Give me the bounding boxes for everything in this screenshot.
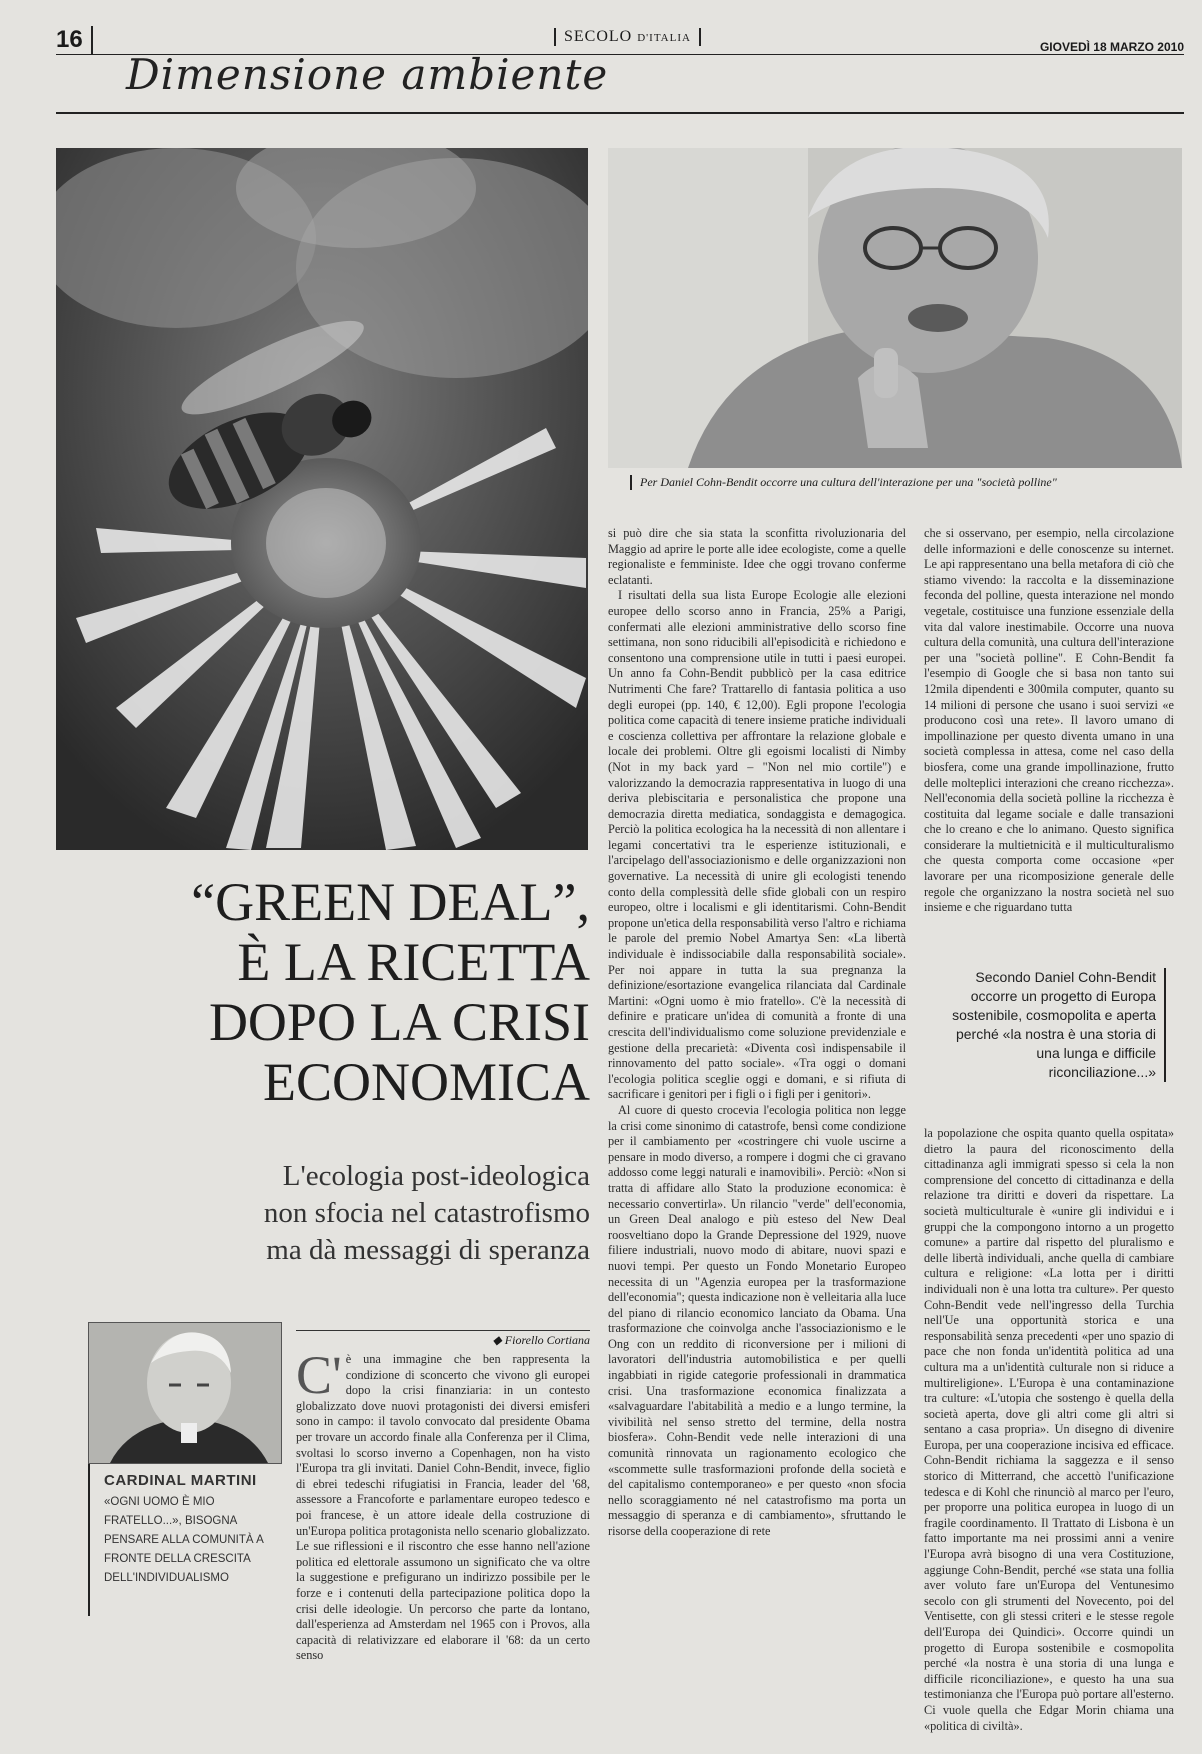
pull-quote: Secondo Daniel Cohn-Bendit occorre un progetto di Europa sostenibile, cosmopolita e aperta perché «la nostra è una storia di una lunga e difficile riconciliazione...» <box>944 968 1166 1082</box>
subheadline-line-2: non sfocia nel catastrofismo <box>263 1197 590 1229</box>
paragraph: Al cuore di questo crocevia l'ecologia politica non legge la crisi come sinonimo di catastrofe, bensì come condizione per il cambiamento per «costringere chi vuole uscirne a pensare in modo diverso, a rompere i dogmi che ci gravano addosso come leggi naturali e inamovibili». Perciò: «Non si tratta di affidare allo Stato la produzione economica: è necessario convertirla». Un rilancio "verde" dell'economia, un Green Deal analogo e più esteso del New Deal roosveltiano dopo la Grande Depressione del 1929, nuove filiere industriali, nuovo modo di abitare, nuovi spazi e nuovi tempi. Per questo un Fondo Monetario Europeo necessita di un "Agenzia europea per la trasformazione dell'economia"; questa indicazione non è velleitaria alla luce del piano di rilancio economico lanciato da Obama. Una trasformazione che coinvolga anche l'associazionismo e le Ong con un reddito di riconversione per i milioni di lavoratori dell'industria automobilistica e per quelli ingabbiati in rigide categorie professionali in drammatica crisi. Una trasformazione economica finalizzata a «salvaguardare l'abitabilità a medio e a lungo termine, la vivibilità nel senso stretto del termine, della nostra biosfera». Cohn-Bendit vede nelle interazioni di una comunità rinnovata un ragionamento ecologico che «scommette sulle trasformazioni profonde della società e del capitalismo contemporaneo» e per questo «non sfocia nello scoraggiamento né nel catastrofismo ma porta un messaggio di speranza e di cambiamento», sfruttando le risorse della cooperazione di rete <box>608 1102 906 1538</box>
paragraph: la popolazione che ospita quanto quella ospitata» dietro la paura del riconoscimento della cittadinanza agli immigrati spesso si cela la non comprensione del concetto di cittadinanza e della relazione tra diritti e doveri da rispettare. La società multiculturale è «unire gli individui e i gruppi che la compongono intorno a un progetto comune» a partire dal rispetto del pluralismo e delle libertà individuali, anche quella di cambiare cultura e religione: «La lotta per i diritti individuali non è una lotta tra culture». Per questo Cohn-Bendit vede nell'ingresso della Turchia nell'Ue una opportunità storica e una responsabilità senza precedenti «per uno spazio di pace che non fonda un'identità politica ad una cultura ma a un'identità culturale non si riduce a multireligione». L'Europa è una contaminazione tra culture: «L'utopia che sostengo è quella della società aperta, dove gli altri come gli altri si sentano a casa propria». Un disegno di divenire Europa, per una cooperazione incisiva ed efficace. Cohn-Bendit richiama la saggezza e il senso storico di Mitterrand, che accettò l'unificazione tedesca e di Kohl che rinunciò al marco per l'euro, per proporre una politica europea in luogo di un fragile coordinamento. Il Trattato di Lisbona è un fatto importante ma nei prossimi anni a venire l'Europa avrà bisogno di una vera Costituzione, aggiunge Cohn-Bendit, perché «se stata una follia aver voluto fare un'Europa del Ventunesimo secolo con gli strumenti del Novecento, poi del Ventisette, con gli stessi criteri e le stesse regole dell'Europa dei Quindici». Occorre quindi un progetto di Europa sostenibile e cosmopolita perché «la nostra è una storia di una lunga e difficile riconciliazione», e questo ha una sua testimonianza che l'Europa può portare all'esterno. Ci vuole quella che Edgar Morin chiama una «politica di civiltà». <box>924 1126 1174 1733</box>
sidebar-name: CARDINAL MARTINI <box>104 1472 257 1489</box>
byline: ◆ Fiorello Cortiana <box>296 1330 590 1348</box>
headline-line-2: È LA RICETTA <box>237 932 590 992</box>
paragraph: I risultati della sua lista Europe Ecologie alle elezioni europee dello scorso anno in Francia, 25% a Parigi, confermati alle elezioni amministrative dello scorso fine settimana, non sono riducibili all'episodicità e richiedono e consentono una comprensione utile in tutti i paesi europei. Un anno fa Cohn-Bendit pubblicò per la casa editrice Nutrimenti Che fare? Trattarello di fantasia politica a uso degli europei (pp. 140, € 12,00). Egli propone l'ecologia politica come capacità di tenere insieme pratiche individuali e coscienza collettiva per affrontare la relazione globale e locale dei problemi. Oltre gli egoismi localisti di Nimby (Not in my back yard – "Non nel mio cortile") e valorizzando la democrazia rappresentativa in luogo di una deriva plebiscitaria e personalistica che propone una democrazia diretta mediatica, sondaggista e demagogica. Perciò la politica ecologica ha la necessità di non allentare i legami concertativi tra le esperienze istituzionali, e l'arcipelago dell'associazionismo e delle organizzazioni non governative. La necessità di unire gli ecologisti tenendo conto della complessità delle sfide globali con un respiro europeo, oltre i localismi e gli identitarismi. Cohn-Bendit propone un'etica della responsabilità verso l'altro e richiama le parole del premio Nobel Amartya Sen: «La libertà individuale è indissociabile dalla responsabilità sociale». Per noi appare in tutta la sua pregnanza la definizione/esortazione evangelica rilanciata dal Cardinale Martini: «Ogni uomo è mio fratello». C'è la necessità di definire e praticare un'idea di comunità a fronte di una crescita dell'individualismo come soluzione previdenziale e gestione della precarietà: «Diventa così indispensabile il rinnovamento del patto sociale». «Tra oggi o domani l'ecologia politica sceglie oggi e domani, e si rifiuta di sacrificare i genitori per i figli o i figli per i genitori». <box>608 588 906 1102</box>
article-column-2 <box>608 526 906 1736</box>
page-header <box>56 20 1184 115</box>
headline <box>130 872 590 1112</box>
article-column-3-bottom <box>924 1126 1174 1736</box>
bee-photo <box>56 148 588 850</box>
photo-caption: Per Daniel Cohn-Bendit occorre una cultura dell'interazione per una "società polline" <box>630 475 1180 490</box>
headline-line-3: DOPO LA CRISI <box>208 992 590 1052</box>
paragraph: si può dire che sia stata la sconfitta rivoluzionaria del Maggio ad aprire le porte alle idee ecologiste, come a quelle regionaliste e femministe. Idee che oggi trovano conferme eclatanti. <box>608 526 906 587</box>
paragraph: è una immagine che ben rappresenta la condizione di sconcerto che vivono gli europei dopo la crisi finanziaria: in un contesto globalizzato dove nuovi protagonisti dei diversi emisferi sono in campo: il tavolo convocato dal presidente Obama per trovare un accordo finale alla Conferenza per il Clima, svoltasi lo scorso inverno a Copenhagen, non ha visto l'Europa tra gli invitati. Daniel Cohn-Bendit, invece, figlio di ebrei tedeschi rifugiatisi in Francia, leader del '68, assessore a Francoforte e parlamentare europeo tedesco e poi francese, è un attore ideale della costruzione di un'Europa politica protagonista nello scenario globalizzato. Le sue riflessioni e il riscontro che esse hanno nell'azione politica ed elettorale assumono un significato che va oltre la suggestione e prefigurano un indirizzo possibile per le forze e i contenuti della partecipazione politica dopo la crisi delle ideologie. Un percorso che parte da lontano, dall'esperienza ad Amsterdam nel 1965 con i Provos, alla capacità di relativizzare ed elaborare il '68: da un certo senso <box>296 1352 590 1663</box>
headline-line-4: ECONOMICA <box>262 1052 590 1112</box>
sidebar-quote: «OGNI UOMO È MIO FRATELLO...», BISOGNA PENSARE ALLA COMUNITÀ A FRONTE DELLA CRESCITA DELL'INDIVIDUALISMO <box>104 1496 264 1584</box>
portrait-photo <box>608 148 1182 468</box>
article-column-3-top <box>924 526 1174 950</box>
bee-flower-image <box>56 148 588 850</box>
martini-portrait-image <box>89 1323 282 1464</box>
section-title: Dimensione ambiente <box>126 50 609 99</box>
masthead-small: D'ITALIA <box>637 32 691 44</box>
masthead-main: SECOLO <box>564 28 633 45</box>
article-column-1 <box>296 1352 590 1734</box>
masthead <box>554 28 701 46</box>
martini-sidebar <box>88 1464 282 1616</box>
subheadline <box>130 1158 590 1269</box>
page-number: 16 <box>56 26 93 54</box>
paragraph: che si osservano, per esempio, nella circolazione delle informazioni e delle conoscenze su internet. Le api rappresentano una bella metafora di ciò che stiamo vivendo: la raccolta e la disseminazione feconda del polline, questa interazione nel mondo vegetale, costituisce una funzione essenziale della vita dal valore inestimabile. Occorre una nuova cultura della comunità, una cultura dell'interazione per una "società polline". E Cohn-Bendit fa l'esempio di Google che si basa non tanto sui 12mila dipendenti e 300mila computer, quanto su 14 milioni di persone che usano i suoi servizi «e producono così una rete». Il lavoro umano di impollinazione per questo diventa umano in una società complessa in attesa, come nel caso della biosfera, come una grande impollinazione, frutto delle molteplici interazioni che creano ricchezza». Nell'economia della società polline la ricchezza è costituita dal legame sociale e dalle transazioni che lo creano e che lo animano. Questo significa considerare la multietnicità e il multiculturalismo che questa comporta come occasione «per lavorare per una ricomposizione generale delle regole che organizzano la nostra società nel suo insieme e che riguardano tutta <box>924 526 1174 915</box>
subheadline-line-3: ma dà messaggi di speranza <box>266 1234 590 1266</box>
issue-date: GIOVEDÌ 18 MARZO 2010 <box>1039 40 1184 54</box>
martini-photo <box>88 1322 282 1464</box>
subheadline-line-1: L'ecologia post-ideologica <box>282 1160 590 1192</box>
cohn-bendit-portrait-image <box>608 148 1182 468</box>
headline-line-1: “GREEN DEAL”, <box>191 872 590 932</box>
dropcap: C' <box>296 1352 342 1405</box>
header-rule-bottom <box>56 112 1184 114</box>
